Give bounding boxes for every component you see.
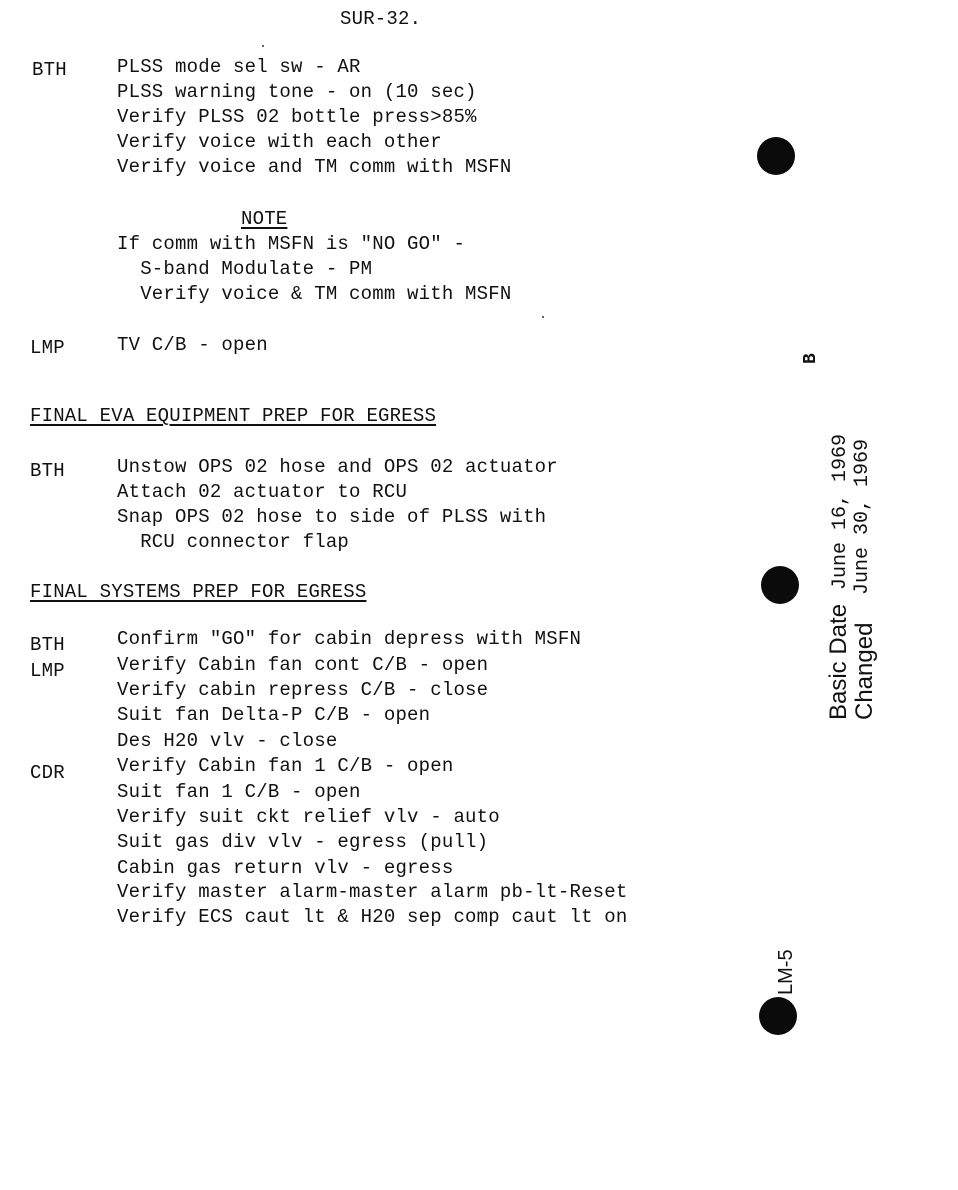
note-line: If comm with MSFN is "NO GO" -	[117, 233, 466, 255]
crew-label-bth: BTH	[30, 634, 65, 656]
procedure-line: Verify Cabin fan 1 C/B - open	[117, 755, 454, 777]
procedure-line: Verify voice with each other	[117, 131, 442, 153]
procedure-line: Suit fan Delta-P C/B - open	[117, 704, 431, 726]
procedure-line: Suit gas div vlv - egress (pull)	[117, 831, 489, 853]
binder-hole	[759, 997, 797, 1035]
binder-hole	[757, 137, 795, 175]
document-code: LM-5	[775, 949, 797, 995]
procedure-line: Snap OPS 02 hose to side of PLSS with	[117, 506, 547, 528]
crew-label-lmp: LMP	[30, 660, 65, 682]
basic-date-value: June 16, 1969	[829, 433, 852, 590]
procedure-line: Verify voice and TM comm with MSFN	[117, 156, 512, 178]
crew-label-cdr: CDR	[30, 762, 65, 784]
speck	[262, 45, 264, 47]
procedure-line: Des H20 vlv - close	[117, 730, 338, 752]
procedure-line: TV C/B - open	[117, 334, 268, 356]
basic-date-label: Basic Date	[825, 603, 852, 720]
procedure-line: Verify cabin repress C/B - close	[117, 679, 489, 701]
procedure-line: Suit fan 1 C/B - open	[117, 781, 361, 803]
page-number: SUR-32.	[340, 8, 422, 30]
section-heading-eva: FINAL EVA EQUIPMENT PREP FOR EGRESS	[30, 405, 437, 427]
procedure-line: Verify suit ckt relief vlv - auto	[117, 806, 500, 828]
procedure-line: Confirm "GO" for cabin depress with MSFN	[117, 628, 582, 650]
date-block	[782, 433, 910, 720]
procedure-line: PLSS warning tone - on (10 sec)	[117, 81, 477, 103]
speck	[542, 316, 544, 318]
note-title: NOTE	[241, 208, 288, 230]
binder-hole	[761, 566, 799, 604]
revision-mark: B	[801, 353, 821, 364]
procedure-line: Verify Cabin fan cont C/B - open	[117, 654, 489, 676]
procedure-line: PLSS mode sel sw - AR	[117, 56, 361, 78]
procedure-line: Verify master alarm-master alarm pb-lt-Reset	[117, 881, 628, 903]
note-line: Verify voice & TM comm with MSFN	[117, 283, 512, 305]
crew-label-bth: BTH	[32, 59, 67, 81]
crew-label-lmp: LMP	[30, 337, 65, 359]
changed-label: Changed	[851, 622, 878, 720]
procedure-line: RCU connector flap	[117, 531, 350, 553]
procedure-line: Attach 02 actuator to RCU	[117, 481, 408, 503]
note-line: S-band Modulate - PM	[117, 258, 373, 280]
procedure-line: Cabin gas return vlv - egress	[117, 857, 454, 879]
procedure-line: Verify ECS caut lt & H20 sep comp caut lt on	[117, 906, 628, 928]
crew-label-bth: BTH	[30, 460, 65, 482]
section-heading-systems: FINAL SYSTEMS PREP FOR EGRESS	[30, 581, 367, 603]
procedure-line: Verify PLSS 02 bottle press>85%	[117, 106, 477, 128]
procedure-line: Unstow OPS 02 hose and OPS 02 actuator	[117, 456, 558, 478]
changed-value: June 30, 1969	[851, 438, 874, 595]
